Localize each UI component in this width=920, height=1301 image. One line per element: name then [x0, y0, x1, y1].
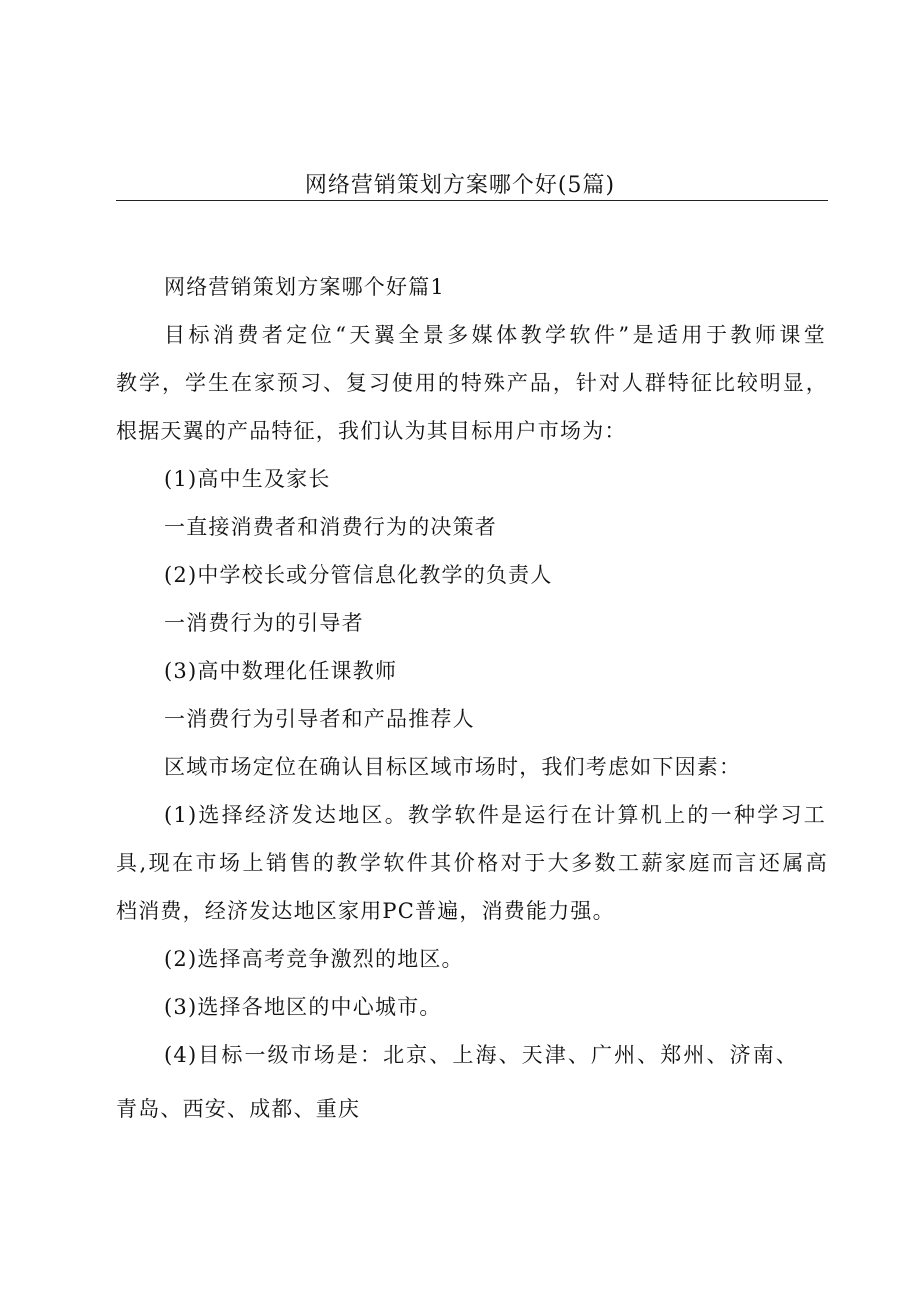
paragraph-line: 区域市场定位在确认目标区域市场时，我们考虑如下因素：: [164, 755, 742, 779]
list-item: (2)中学校长或分管信息化教学的负责人: [164, 563, 553, 587]
list-item-description: 一消费行为的引导者: [164, 611, 364, 635]
list-item: (1)高中生及家长: [164, 467, 331, 491]
paragraph-line: 具,现在市场上销售的教学软件其价格对于大多数工薪家庭而言还属高: [116, 851, 828, 875]
list-item: (3)选择各地区的中心城市。: [164, 995, 442, 1019]
paragraph-line: 目标消费者定位“天翼全景多媒体教学软件”是适用于教师课堂: [164, 323, 826, 347]
document-title: 网络营销策划方案哪个好(5篇): [304, 173, 616, 198]
list-item-description: 一直接消费者和消费行为的决策者: [164, 515, 497, 539]
paragraph-line: 教学，学生在家预习、复习使用的特殊产品，针对人群特征比较明显，: [116, 371, 828, 395]
list-item: (2)选择高考竞争激烈的地区。: [164, 947, 464, 971]
paragraph-line: 根据天翼的产品特征，我们认为其目标用户市场为：: [116, 419, 627, 443]
list-item: (4)目标一级市场是：北京、上海、天津、广州、郑州、济南、: [164, 1043, 798, 1067]
section-heading: 网络营销策划方案哪个好篇1: [164, 275, 445, 299]
paragraph-line: 青岛、西安、成都、重庆: [116, 1097, 361, 1121]
paragraph-line: 档消费，经济发达地区家用PC普遍，消费能力强。: [116, 899, 615, 923]
title-underline: [116, 200, 828, 201]
list-item: (3)高中数理化任课教师: [164, 659, 398, 683]
paragraph-line: (1)选择经济发达地区。教学软件是运行在计算机上的一种学习工: [164, 803, 826, 827]
list-item-description: 一消费行为引导者和产品推荐人: [164, 707, 475, 731]
